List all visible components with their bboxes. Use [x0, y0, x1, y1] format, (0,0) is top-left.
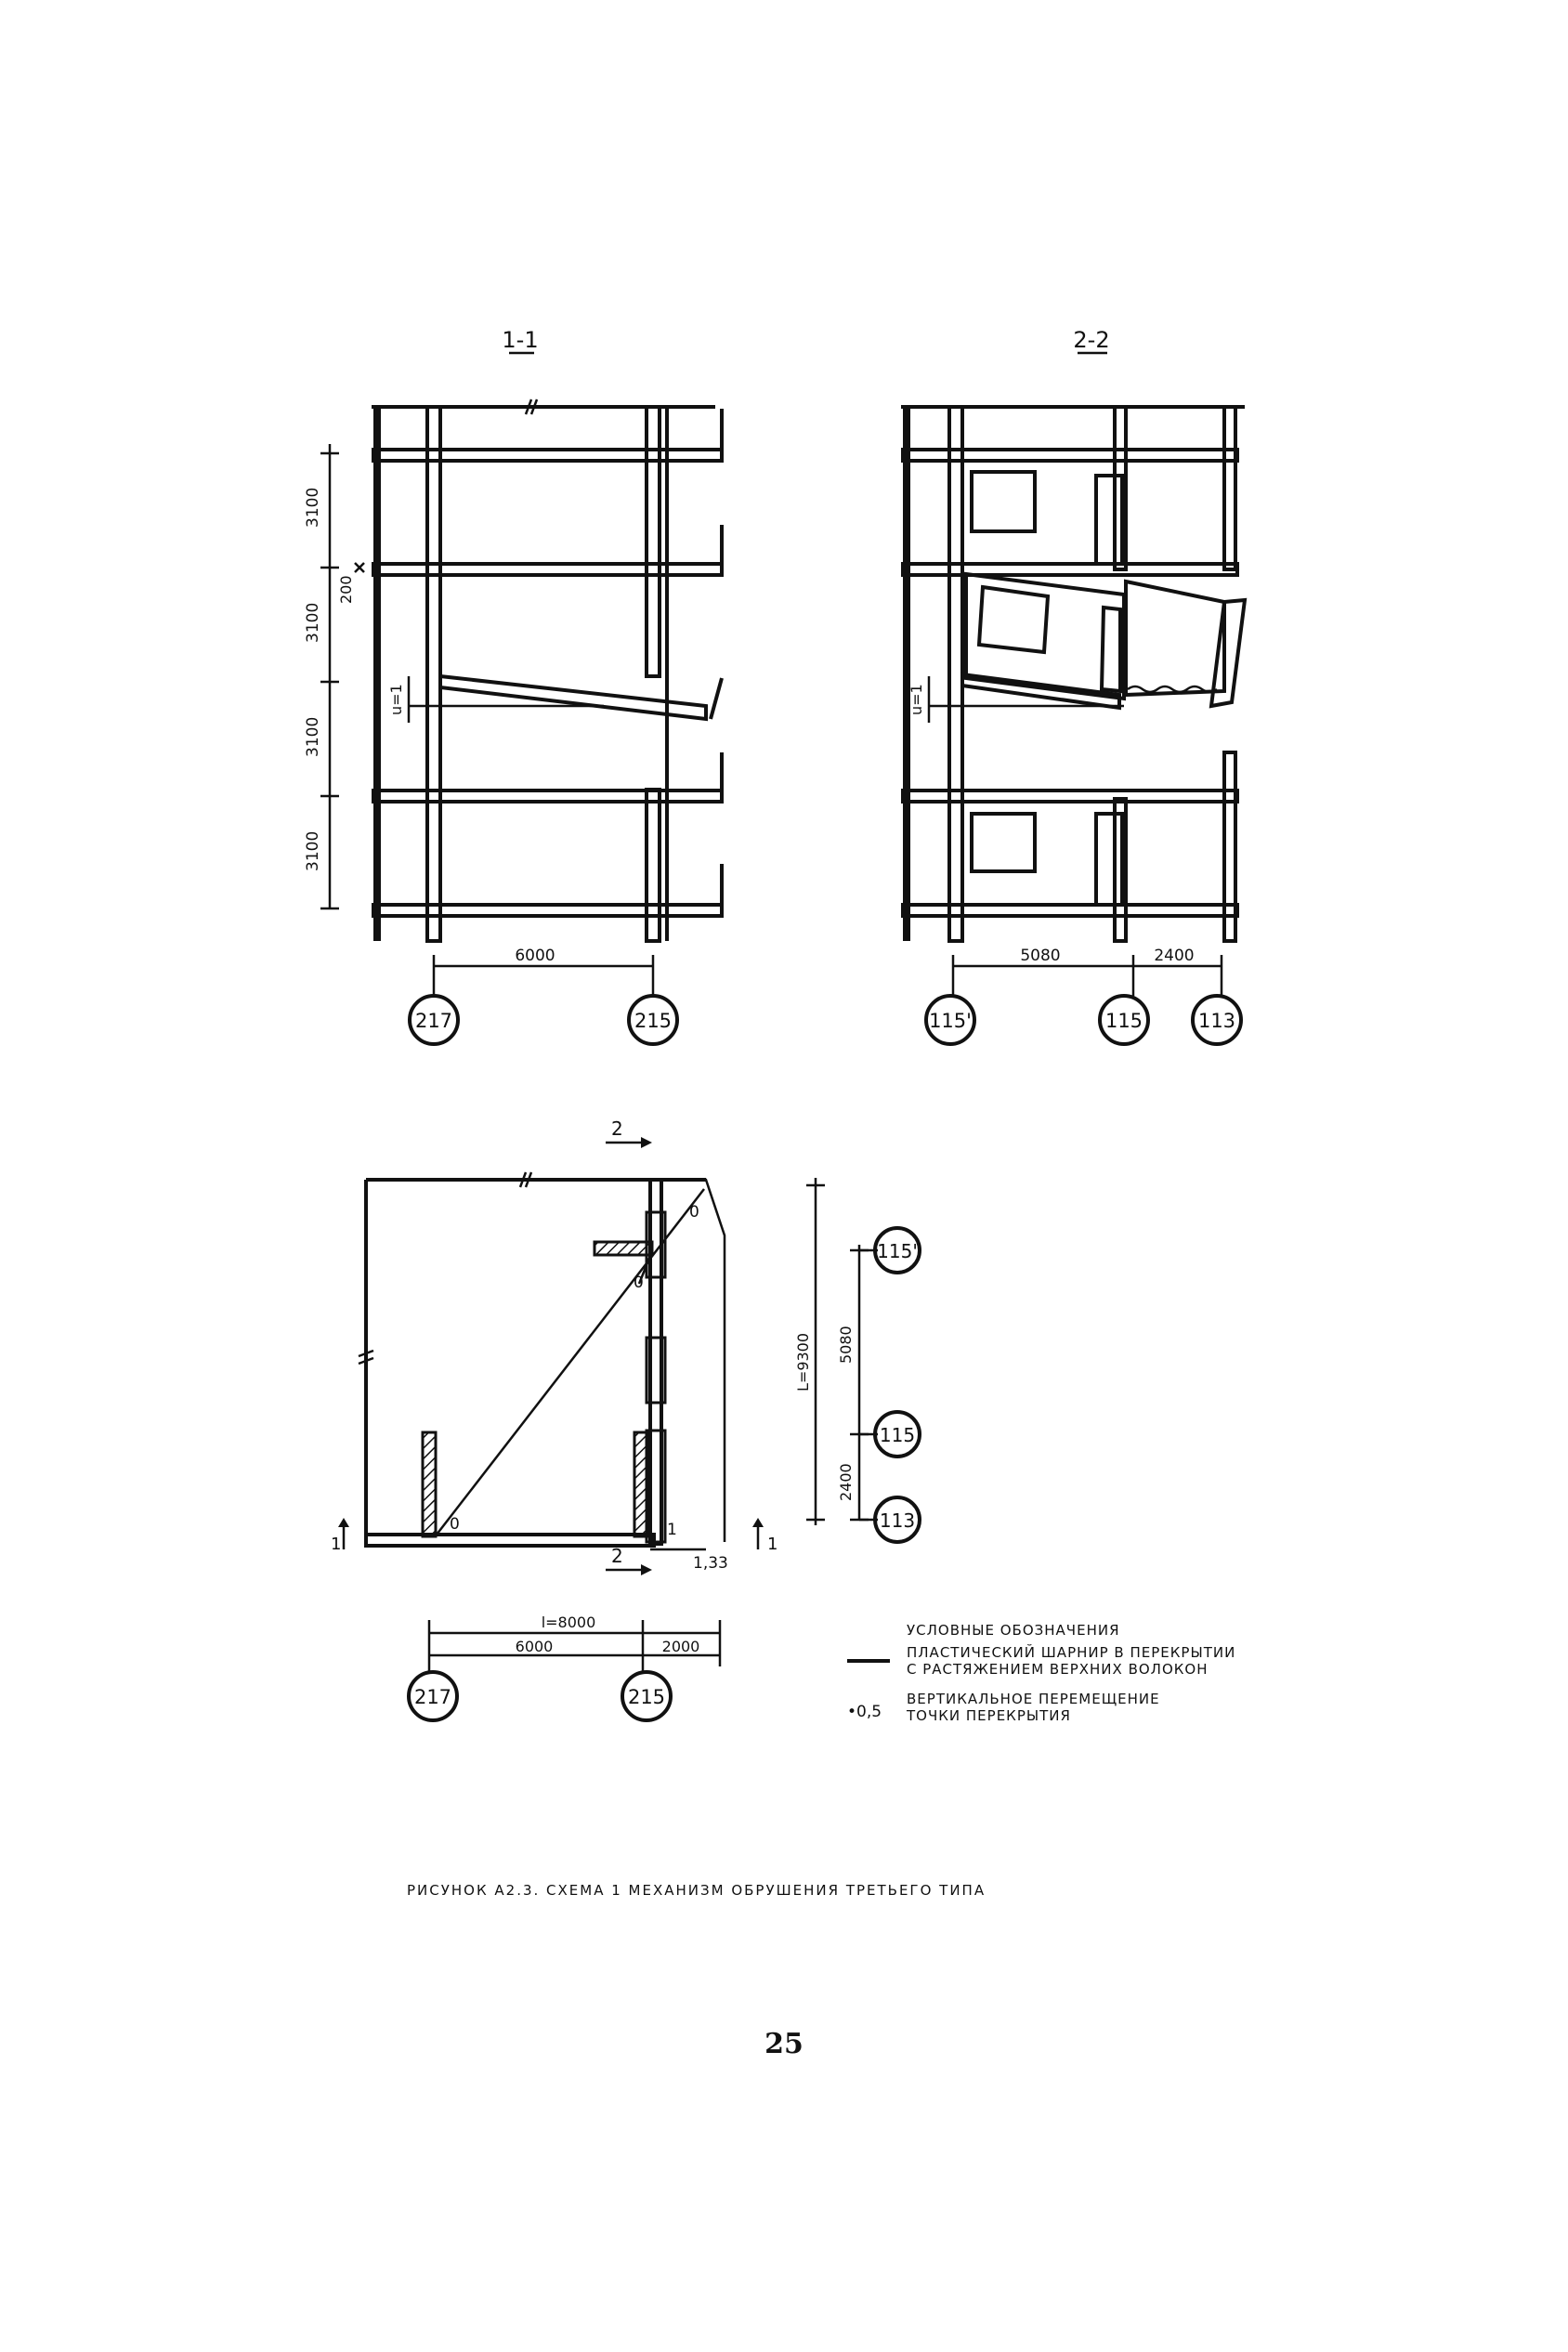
dim-3100-c: 3100: [304, 716, 322, 757]
span-5080-label: 5080: [1020, 947, 1061, 965]
vertex-1-corner: 1: [667, 1521, 677, 1539]
section-2-2: [901, 327, 1245, 1044]
break-wave: [1128, 686, 1217, 692]
facade-wall: [650, 1180, 661, 1544]
cut-arrow-head: [752, 1518, 764, 1527]
hatched-wall-right: [634, 1432, 647, 1536]
section-1-1-label: 1-1: [502, 327, 539, 353]
legend-item2-line2: ТОЧКИ ПЕРЕКРЫТИЯ: [907, 1707, 1071, 1724]
span-2400-label: 2400: [1154, 947, 1195, 965]
stub: [711, 678, 722, 719]
tilted-window: [979, 587, 1048, 652]
cut-mark-1-left: 1: [331, 1535, 342, 1554]
column-215-upper: [647, 407, 660, 676]
dim-l-8000: l=8000: [541, 1614, 596, 1631]
collapsed-panel: [1126, 581, 1224, 695]
column-215-lower: [647, 790, 660, 941]
tilted-door: [1102, 608, 1120, 691]
legend-item2-line1: ВЕРТИКАЛЬНОЕ ПЕРЕМЕЩЕНИЕ: [907, 1691, 1160, 1707]
left-wall: [373, 407, 381, 941]
hatched-wall-left: [423, 1432, 436, 1536]
axis-label-217: 217: [414, 1010, 453, 1032]
figure-caption: РИСУНОК А2.3. СХЕМА 1 МЕХАНИЗМ ОБРУШЕНИЯ ТРЕТЬЕГО ТИПА: [407, 1882, 987, 1899]
column-113-upper: [1224, 407, 1235, 569]
u-label: u=1: [908, 684, 925, 715]
legend-item1-line1: ПЛАСТИЧЕСКИЙ ШАРНИР В ПЕРЕКРЫТИИ: [907, 1644, 1236, 1661]
dim-2000: 2000: [661, 1638, 700, 1655]
cut-arrow-head: [338, 1518, 349, 1527]
column-113-lower: [1224, 752, 1235, 941]
outer-projection: [661, 1180, 725, 1542]
slab-5: [903, 905, 1237, 916]
dim-6000: 6000: [515, 1638, 554, 1655]
dim-3100-b: 3100: [304, 602, 322, 643]
u-label: u=1: [387, 684, 405, 715]
dim-200: 200: [337, 575, 355, 604]
axis-label-215: 215: [634, 1010, 673, 1032]
dim-3100-a: 3100: [304, 487, 322, 528]
vertex-0-mid: 0: [634, 1274, 644, 1292]
window-opening-lower: [972, 814, 1035, 871]
cut-arrow-head: [641, 1137, 652, 1148]
plan-view: [331, 1117, 777, 1720]
dim-200-mark: [355, 563, 364, 572]
dim-3100-d: 3100: [304, 830, 322, 871]
left-wall: [903, 407, 910, 941]
axis-label-115: 115: [879, 1424, 916, 1446]
column-217: [427, 407, 440, 941]
cut-mark-2-bottom: 2: [611, 1545, 623, 1567]
legend-title: УСЛОВНЫЕ ОБОЗНАЧЕНИЯ: [907, 1622, 1120, 1639]
column-115p: [949, 407, 962, 941]
slab-2: [903, 564, 1237, 575]
axis-label-113: 113: [879, 1509, 916, 1532]
cut-mark-2-top: 2: [611, 1117, 623, 1140]
scale-5080: 5080: [837, 1326, 855, 1364]
cut-mark-1-right: 1: [767, 1535, 778, 1554]
scale-2400: 2400: [837, 1463, 855, 1501]
door-opening-lower: [1096, 814, 1122, 905]
axis-label-115p: 115': [929, 1010, 972, 1032]
legend: [847, 1622, 1235, 1724]
cut-arrow-head: [641, 1564, 652, 1575]
door-opening: [1096, 476, 1122, 564]
section-2-2-label: 2-2: [1073, 327, 1110, 353]
legend-item2-symbol: •0,5: [847, 1703, 882, 1721]
vertex-0-left: 0: [450, 1515, 460, 1534]
side-scale: [794, 1178, 920, 1542]
slab-4: [903, 791, 1237, 802]
scale-L-9300: L=9300: [794, 1332, 812, 1392]
axis-label-215: 215: [627, 1686, 666, 1708]
slab-1: [903, 450, 1237, 461]
axis-label-217: 217: [413, 1686, 452, 1708]
section-1-1: [304, 327, 722, 1044]
axis-label-115: 115: [1104, 1010, 1143, 1032]
axis-label-115p: 115': [877, 1240, 918, 1262]
hatched-wall-top: [595, 1242, 652, 1255]
vertex-ext: 1,33: [693, 1554, 728, 1573]
vertex-0-top: 0: [689, 1203, 699, 1222]
page-number: 25: [764, 2028, 804, 2060]
axis-label-113: 113: [1197, 1010, 1236, 1032]
legend-item1-line2: С РАСТЯЖЕНИЕМ ВЕРХНИХ ВОЛОКОН: [907, 1661, 1209, 1678]
span-6000-label: 6000: [515, 947, 555, 965]
window-opening: [972, 472, 1035, 531]
